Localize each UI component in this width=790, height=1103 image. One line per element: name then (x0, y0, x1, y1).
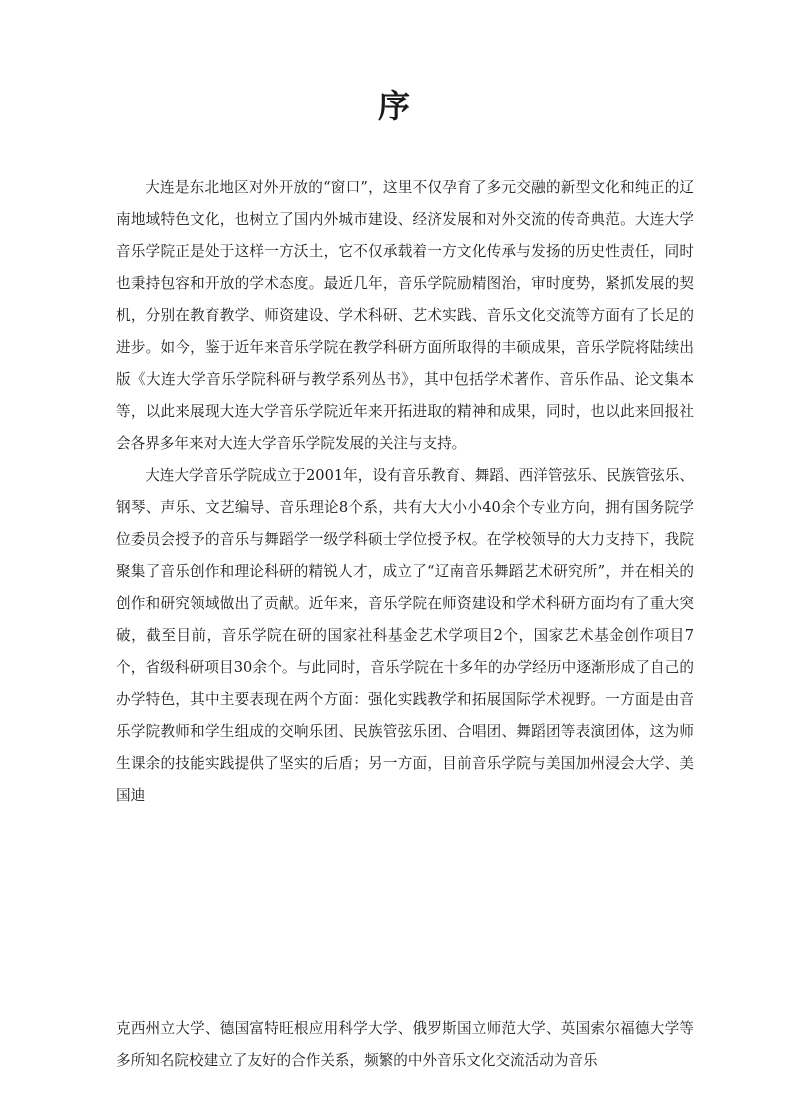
continuation-text-block (116, 1013, 694, 1077)
page-title: 序 (377, 87, 412, 125)
paragraph-2: 大连大学音乐学院成立于2001年，设有音乐教育、舞蹈、西洋管弦乐、民族管弦乐、钢琴、声乐、文艺编导、音乐理论8个系，共有大大小小40余个专业方向，拥有国务院学位委员会授予的音乐与舞蹈学一级学科硕士学位授予权。在学校领导的大力支持下，我院聚集了音乐创作和理论科研的精锐人才，成立了“辽南音乐舞蹈艺术研究所”，并在相关的创作和研究领域做出了贡献。近年来，音乐学院在师资建设和学术科研方面均有了重大突破，截至目前，音乐学院在研的国家社科基金艺术学项目2个，国家艺术基金创作项目7个，省级科研项目30余个。与此同时，音乐学院在十多年的办学经历中逐渐形成了自己的办学特色，其中主要表现在两个方面：强化实践教学和拓展国际学术视野。一方面是由音乐学院教师和学生组成的交响乐团、民族管弦乐团、合唱团、舞蹈团等表演团体，这为师生课余的技能实践提供了坚实的后盾；另一方面，目前音乐学院与美国加州浸会大学、美国迪 (116, 467, 694, 804)
paragraph-2-continuation: 克西州立大学、德国富特旺根应用科学大学、俄罗斯国立师范大学、英国索尔福德大学等多所知名院校建立了友好的合作关系，频繁的中外音乐文化交流活动为音乐 (116, 1020, 694, 1069)
main-body-text (116, 172, 694, 812)
paragraph-1: 大连是东北地区对外开放的“窗口”，这里不仅孕育了多元交融的新型文化和纯正的辽南地域特色文化，也树立了国内外城市建设、经济发展和对外交流的传奇典范。大连大学音乐学院正是处于这样一方沃土，它不仅承载着一方文化传承与发扬的历史性责任，同时也秉持包容和开放的学术态度。最近几年，音乐学院励精图治，审时度势，紧抓发展的契机，分别在教育教学、师资建设、学术科研、艺术实践、音乐文化交流等方面有了长足的进步。如今，鉴于近年来音乐学院在教学科研方面所取得的丰硕成果，音乐学院将陆续出版《大连大学音乐学院科研与教学系列丛书》，其中包括学术著作、音乐作品、论文集本等，以此来展现大连大学音乐学院近年来开拓进取的精神和成果，同时，也以此来回报社会各界多年来对大连大学音乐学院发展的关注与支持。 (116, 179, 694, 452)
